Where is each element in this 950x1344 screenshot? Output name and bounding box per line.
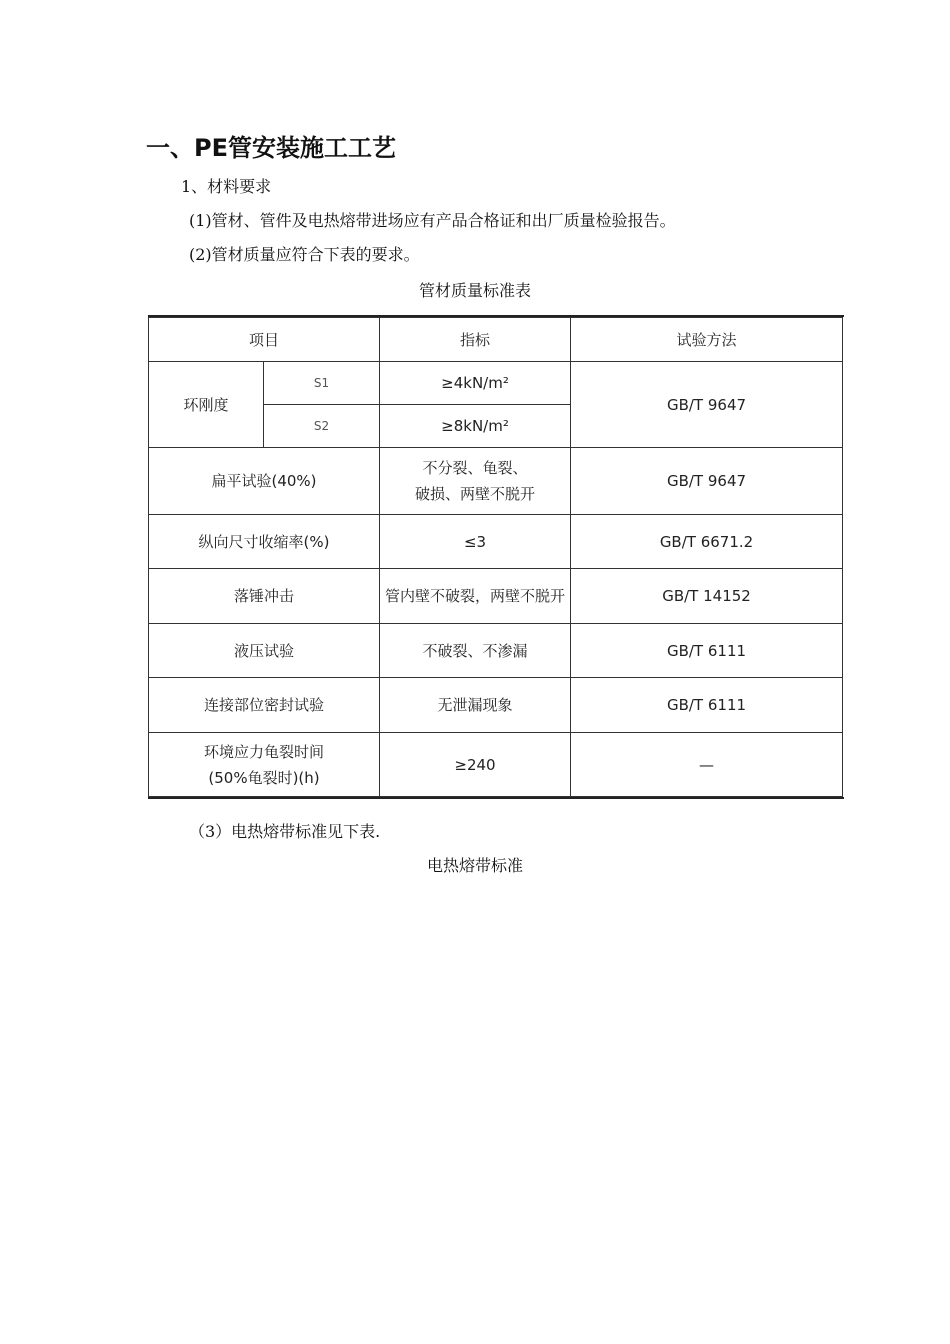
pipe-quality-table	[148, 317, 843, 797]
row-item	[149, 733, 380, 797]
table-bottom-rule	[148, 797, 844, 799]
row-spec: 无泄漏现象	[380, 678, 571, 733]
row-item: 纵向尺寸收缩率(%)	[149, 515, 380, 569]
table-row	[149, 733, 843, 797]
row-method: GB/T 6111	[571, 624, 843, 678]
row-item-line1: 环境应力龟裂时间	[204, 742, 325, 761]
row-item: 落锤冲击	[149, 569, 380, 624]
ring-stiffness-sub1: S1	[264, 362, 380, 405]
table-row	[149, 515, 843, 569]
row-spec	[380, 448, 571, 515]
material-requirements-title: 1、材料要求	[181, 177, 272, 196]
row-spec-line1: 不分裂、龟裂、	[422, 459, 528, 477]
row-spec: 管内壁不破裂，两壁不脱开	[380, 569, 571, 624]
table-header-row	[149, 318, 843, 362]
ring-stiffness-label: 环刚度	[149, 362, 264, 448]
row-spec-line2: 破损、两壁不脱开	[415, 485, 536, 503]
row-method: GB/T 6111	[571, 678, 843, 733]
table-row	[149, 569, 843, 624]
ring-stiffness-value1: ≥4kN/m²	[380, 362, 571, 405]
row-item: 连接部位密封试验	[149, 678, 380, 733]
pipe-quality-table-container	[148, 315, 844, 799]
section-heading: 一、PE管安装施工工艺	[146, 134, 396, 162]
table-caption-electrofusion-band: 电热熔带标准	[426, 856, 523, 875]
ring-stiffness-sub2: S2	[264, 405, 380, 448]
ring-stiffness-value2: ≥8kN/m²	[380, 405, 571, 448]
row-method: GB/T 6671.2	[571, 515, 843, 569]
table-row	[149, 362, 843, 405]
header-item: 项目	[149, 318, 380, 362]
row-spec: ≤3	[380, 515, 571, 569]
ring-stiffness-method: GB/T 9647	[571, 362, 843, 448]
row-method: —	[571, 733, 843, 797]
row-spec: ≥240	[380, 733, 571, 797]
requirement-item-3: （3）电热熔带标准见下表.	[189, 822, 381, 841]
header-method: 试验方法	[571, 318, 843, 362]
row-method: GB/T 9647	[571, 448, 843, 515]
row-item: 液压试验	[149, 624, 380, 678]
table-row	[149, 448, 843, 515]
row-spec: 不破裂、不渗漏	[380, 624, 571, 678]
row-method: GB/T 14152	[571, 569, 843, 624]
requirement-item-1: (1)管材、管件及电热熔带进场应有产品合格证和出厂质量检验报告。	[189, 211, 676, 230]
row-item-line2: (50%龟裂时)(h)	[208, 768, 320, 787]
table-row	[149, 624, 843, 678]
table-caption-pipe-quality: 管材质量标准表	[418, 281, 531, 300]
table-row	[149, 678, 843, 733]
header-spec: 指标	[380, 318, 571, 362]
row-item: 扁平试验(40%)	[149, 448, 380, 515]
requirement-item-2: (2)管材质量应符合下表的要求。	[189, 245, 420, 264]
